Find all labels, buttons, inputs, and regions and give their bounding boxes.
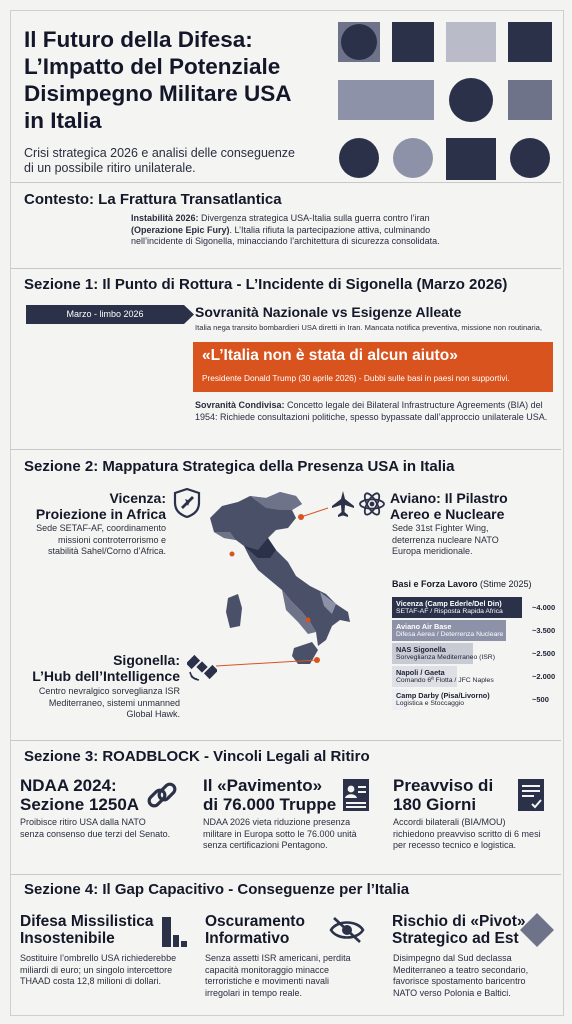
section3-title: Sezione 3: ROADBLOCK - Vincoli Legali al Ritiro (24, 748, 370, 765)
subtitle-line: Crisi strategica 2026 e analisi delle conseguenze (24, 146, 295, 160)
text-line: deterrenza nucleare NATO (392, 534, 499, 545)
notice-title (393, 776, 493, 814)
text-span: 1954: Richiede consultazioni politiche, spesso bypassate dall’approccio unilaterale USA. (195, 411, 548, 422)
divider (11, 268, 561, 269)
aviano-title (390, 490, 508, 522)
text-line: terroristiche e movimenti navali (205, 976, 330, 986)
diamond-icon (519, 912, 555, 948)
bar-value-label: ~2.500 (532, 649, 556, 658)
text-line: Senza assetti ISR americani, perdita (205, 953, 351, 963)
date-tag-label: Marzo - limbo 2026 (66, 309, 144, 319)
text-line: Sede 31st Fighter Wing, (392, 523, 489, 533)
bar-subtitle-label: SETAF-AF / Risposta Rapida Africa (396, 608, 503, 615)
missile-text (20, 953, 206, 988)
pivot-text (393, 953, 563, 999)
title-line: Difesa Missilistica (20, 913, 154, 930)
document-checklist-icon (517, 778, 545, 812)
notice-text (393, 817, 563, 852)
document-person-icon (342, 778, 370, 812)
text-line: capacità monitoraggio minacce (205, 964, 330, 975)
page-subtitle (24, 146, 324, 176)
text-line: missioni controterrorismo e (57, 534, 166, 545)
text-line: Centro nevralgico sorveglianza ISR (38, 686, 180, 696)
section4-title: Sezione 4: Il Gap Capacitivo - Conseguenze per l’Italia (24, 881, 410, 898)
title-line: Il Futuro della Difesa: (24, 27, 253, 52)
text-span: Divergenza strategica USA-Italia sulla guerra contro l’iran (198, 213, 430, 223)
text-line: irregolari in tempo reale. (205, 987, 303, 998)
title-line: di 76.000 Truppe (203, 795, 337, 814)
title-line: Oscuramento (205, 913, 305, 930)
text-bold: (Operazione Epic Fury) (131, 224, 230, 235)
italy-map (200, 488, 380, 688)
title-line: Aereo e Nucleare (390, 506, 505, 522)
chart-title-bold: Basi e Forza Lavoro (392, 579, 478, 589)
title-line: L’Impatto del Potenziale (24, 54, 281, 79)
title-line: Vicenza: (109, 490, 166, 506)
text-line: richiedono preavviso scritto di 6 mesi (393, 828, 541, 839)
text-line: senza consenso due terzi del Senato. (20, 828, 171, 839)
divider (11, 182, 561, 183)
section1-heading: Sovranità Nazionale vs Esigenze Alleate (195, 304, 462, 320)
title-line: Rischio di «Pivot» (392, 913, 526, 930)
divider (11, 874, 561, 875)
vicenza-text (20, 523, 166, 558)
title-line: Preavviso di (393, 776, 494, 795)
text-line: Proibisce ritiro USA dalla NATO (20, 817, 146, 827)
bar-value-label: ~3.500 (532, 626, 556, 635)
title-line: Strategico ad Est (392, 930, 519, 947)
sigonella-text (20, 686, 180, 721)
bar-value-label: ~500 (532, 695, 549, 704)
sovereignty-text (195, 400, 555, 423)
bar-category-label: Vicenza (Camp Ederle/Del Din) (396, 599, 502, 608)
title-line: Proiezione in Africa (35, 506, 166, 522)
text-line: Global Hawk. (126, 709, 180, 719)
text-span: Concetto legale dei Bilateral Infrastructure Agreements (BIA) del (284, 400, 543, 410)
shield-plane-icon (172, 487, 202, 519)
text-span: . L’Italia rifiuta la partecipazione attiva, culminando (229, 224, 431, 235)
bar-subtitle-label: Sorveglianza Mediterraneo (ISR) (396, 654, 495, 661)
title-line: Sigonella: (113, 652, 180, 668)
ndaa-title (20, 776, 139, 814)
divider (11, 449, 561, 450)
text-line: THAAD costa 12,8 milioni di dollari. (20, 976, 162, 986)
context-title: Contesto: La Frattura Transatlantica (24, 191, 282, 208)
missile-title (20, 913, 154, 947)
bar-subtitle-label: Comando 6ª Flotta / JFC Naples (396, 677, 494, 684)
title-line: Disimpegno Militare USA (24, 81, 292, 106)
text-line: Mediterraneo, sistemi unmanned (48, 697, 180, 708)
bar-subtitle-label: Difesa Aerea / Deterrenza Nucleare (396, 631, 504, 638)
text-line: senza certificazioni Pentagono. (203, 840, 328, 850)
title-line: Il «Pavimento» (203, 776, 323, 795)
aviano-text (392, 523, 542, 558)
bar-category-label: Camp Darby (Pisa/Livorno) (396, 691, 490, 700)
geometric-pattern-graphic (338, 22, 552, 180)
vicenza-title (20, 490, 166, 522)
quote-text: «L’Italia non è stata di alcun aiuto» (202, 347, 458, 364)
text-line: Sede SETAF-AF, coordinamento (36, 523, 166, 533)
page-title (24, 26, 324, 134)
context-text (131, 213, 551, 248)
ndaa-text (20, 817, 200, 840)
blackout-title (205, 913, 305, 947)
text-bold: Sovranità Condivisa: (195, 400, 285, 410)
title-line: L’Hub dell’Intelligence (32, 668, 180, 684)
troops-text (203, 817, 388, 852)
troops-title (203, 776, 336, 814)
bar-category-label: Napoli / Gaeta (396, 668, 445, 677)
bar-category-label: NAS Sigonella (396, 645, 446, 654)
pivot-title (392, 913, 526, 947)
satellite-icon (187, 652, 217, 682)
bar-subtitle-label: Logistica e Stoccaggio (396, 700, 465, 707)
text-line: Europa meridionale. (392, 546, 473, 556)
text-line: Accordi bilaterali (BIA/MOU) (393, 817, 506, 827)
text-line: Disimpegno dal Sud declassa (393, 953, 512, 963)
text-span: nell’incidente di Sigonella, minacciando l’architettura di sicurezza consolidata. (131, 236, 440, 246)
text-line: miliardi di euro; un singolo intercettore (20, 964, 173, 975)
bar-value-label: ~4.000 (532, 603, 556, 612)
bases-chart-title (392, 579, 532, 589)
subtitle-line: di un possibile ritiro unilaterale. (24, 161, 196, 175)
section1-line: Italia nega transito bombardieri USA diretti in Iran. Mancata notifica preventiva, missione non routinaria, (195, 323, 542, 332)
title-line: NDAA 2024: (20, 776, 117, 795)
text-line: NATO verso Polonia e Baltici. (393, 987, 511, 998)
chain-link-icon (145, 778, 179, 812)
bar-value-label: ~2.000 (532, 672, 556, 681)
text-line: Mediterraneo a teatro secondario, (393, 964, 529, 975)
title-line: Sezione 1250A (20, 795, 140, 814)
bar-chart-icon (160, 915, 190, 949)
title-line: Informativo (205, 930, 290, 947)
text-line: NDAA 2026 vieta riduzione presenza (203, 817, 351, 827)
text-line: per recesso tecnico e logistica. (393, 840, 517, 850)
title-line: Insostenibile (20, 930, 115, 947)
quote-attribution: Presidente Donald Trump (30 aprile 2026) - Dubbi sulle basi in paesi non supportivi. (202, 373, 510, 383)
text-line: Sostituire l’ombrello USA richiederebbe (20, 953, 177, 963)
title-line: 180 Giorni (393, 795, 477, 814)
eye-slash-icon (328, 915, 366, 945)
text-bold: Instabilità 2026: (131, 213, 199, 223)
text-line: favorisce spostamento baricentro (393, 976, 526, 986)
title-line: Aviano: Il Pilastro (390, 490, 508, 506)
divider (11, 740, 561, 741)
text-line: militare in Europa sotto le 76.000 unità (203, 828, 357, 839)
blackout-text (205, 953, 385, 999)
chart-title-note: (Stime 2025) (477, 579, 532, 589)
sigonella-title (20, 652, 180, 684)
bar-category-label: Aviano Air Base (396, 622, 452, 631)
section1-title: Sezione 1: Il Punto di Rottura - L’Incidente di Sigonella (Marzo 2026) (24, 276, 508, 293)
text-line: stabilità Sahel/Corno d’Africa. (47, 546, 166, 556)
section2-title: Sezione 2: Mappatura Strategica della Presenza USA in Italia (24, 458, 455, 475)
title-line: in Italia (24, 108, 102, 133)
